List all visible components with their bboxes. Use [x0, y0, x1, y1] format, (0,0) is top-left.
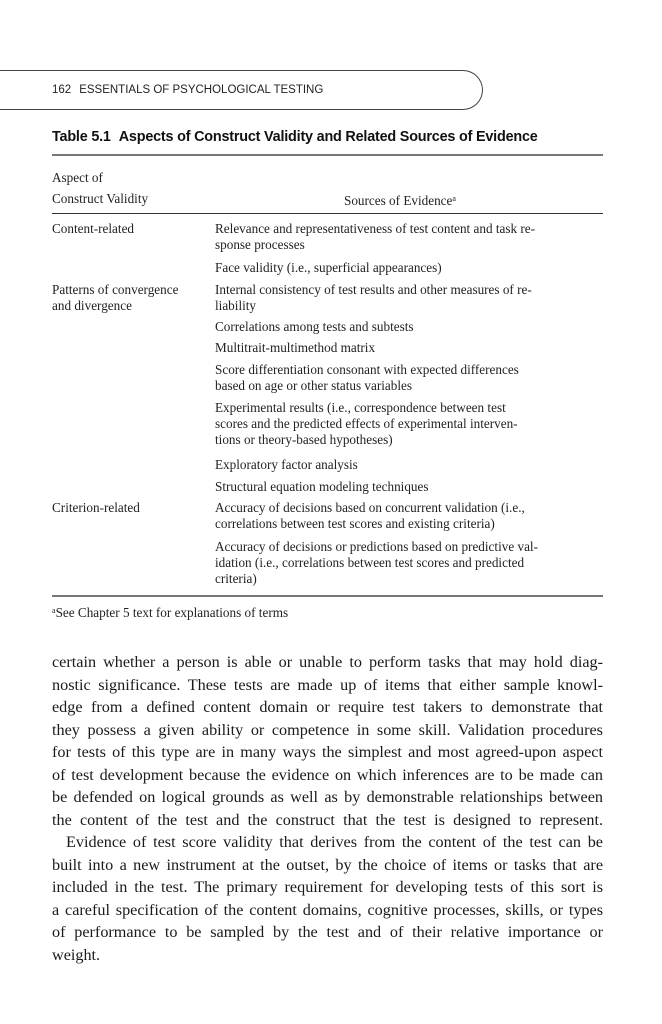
paragraph-line: certain whether a person is able or unable to perform tasks that may hold diag- [52, 653, 603, 671]
evidence-cell: Relevance and representativeness of test content and task re- [215, 221, 536, 236]
table-top-rule [52, 154, 603, 156]
evidence-cell: Correlations among tests and subtests [215, 319, 414, 334]
aspect-cell: Criterion-related [52, 500, 140, 515]
paragraph-line: the content of the test and the construct that the test is designed to represent. [52, 810, 603, 829]
aspect-cell: Patterns of convergence [52, 282, 179, 297]
paragraph-line: of test development because the evidence on which inferences are to be made can [52, 765, 603, 784]
evidence-cell: idation (i.e., correlations between test scores and predicted [215, 555, 525, 570]
paragraph-line: included in the test. The primary requirement for developing tests of this sort is [52, 878, 603, 896]
table-bottom-rule [52, 595, 603, 597]
table-header-rule [52, 213, 603, 214]
col1-header-line1: Aspect of [52, 170, 103, 185]
evidence-cell: Experimental results (i.e., correspondence between test [215, 400, 506, 415]
evidence-cell: sponse processes [215, 237, 305, 252]
footnote-text: See Chapter 5 text for explanations of terms [55, 605, 289, 620]
paragraph-line: built into a new instrument at the outset, by the choice of items or tasks that are [52, 855, 603, 874]
evidence-cell: Structural equation modeling techniques [215, 479, 429, 494]
table-footnote [52, 605, 288, 621]
table-number: Table 5.1 [52, 129, 111, 145]
evidence-cell: criteria) [215, 571, 257, 586]
footnote-mark: a [52, 606, 56, 615]
paragraph-line: edge from a defined content domain or require test takers to demonstrate that [52, 698, 603, 716]
page-number: 162 [52, 84, 72, 96]
evidence-cell: tions or theory-based hypotheses) [215, 432, 393, 447]
running-header [52, 84, 323, 96]
table-title [52, 129, 538, 145]
book-title: ESSENTIALS OF PSYCHOLOGICAL TESTING [79, 84, 324, 96]
col2-header-text: Sources of Evidence [344, 193, 453, 208]
paragraph-line: nostic significance. These tests are made up of items that either sample knowl- [52, 675, 603, 694]
evidence-cell: Accuracy of decisions or predictions based on predictive val- [215, 539, 538, 554]
paragraph-line: for tests of this type are in many ways the simplest and most agreed-upon aspect [52, 743, 603, 761]
evidence-cell: Face validity (i.e., superficial appearances) [215, 260, 442, 275]
paragraph-line: they possess a given ability or competence in some skill. Validation procedures [52, 720, 603, 739]
aspect-cell: and divergence [52, 298, 132, 313]
col2-header [344, 191, 456, 209]
aspect-cell: Content-related [52, 221, 135, 236]
evidence-cell: Score differentiation consonant with expected differences [215, 362, 519, 377]
table-title-text: Aspects of Construct Validity and Related Sources of Evidence [118, 129, 538, 145]
paragraph-line: Evidence of test score validity that derives from the content of the test can be [66, 833, 603, 851]
evidence-cell: Accuracy of decisions based on concurrent validation (i.e., [215, 500, 525, 515]
evidence-cell: Multitrait-multimethod matrix [215, 340, 376, 355]
col1-header-line2: Construct Validity [52, 191, 149, 206]
evidence-cell: liability [215, 298, 257, 313]
col2-header-footnote-mark: a [452, 194, 456, 203]
evidence-cell: Exploratory factor analysis [215, 457, 358, 472]
paragraph-line: weight. [52, 945, 101, 964]
evidence-cell: Internal consistency of test results and other measures of re- [215, 282, 532, 297]
paragraph-line: be defended on logical grounds as well as by demonstrable relationships between [52, 788, 603, 806]
evidence-cell: correlations between test scores and existing criteria) [215, 516, 495, 531]
paragraph-line: a careful specification of the content domains, cognitive processes, skills, or types [52, 900, 603, 919]
paragraph-line: of performance to be sampled by the test and of their relative importance or [52, 923, 603, 941]
evidence-cell: scores and the predicted effects of experimental interven- [215, 416, 518, 431]
evidence-cell: based on age or other status variables [215, 378, 413, 393]
